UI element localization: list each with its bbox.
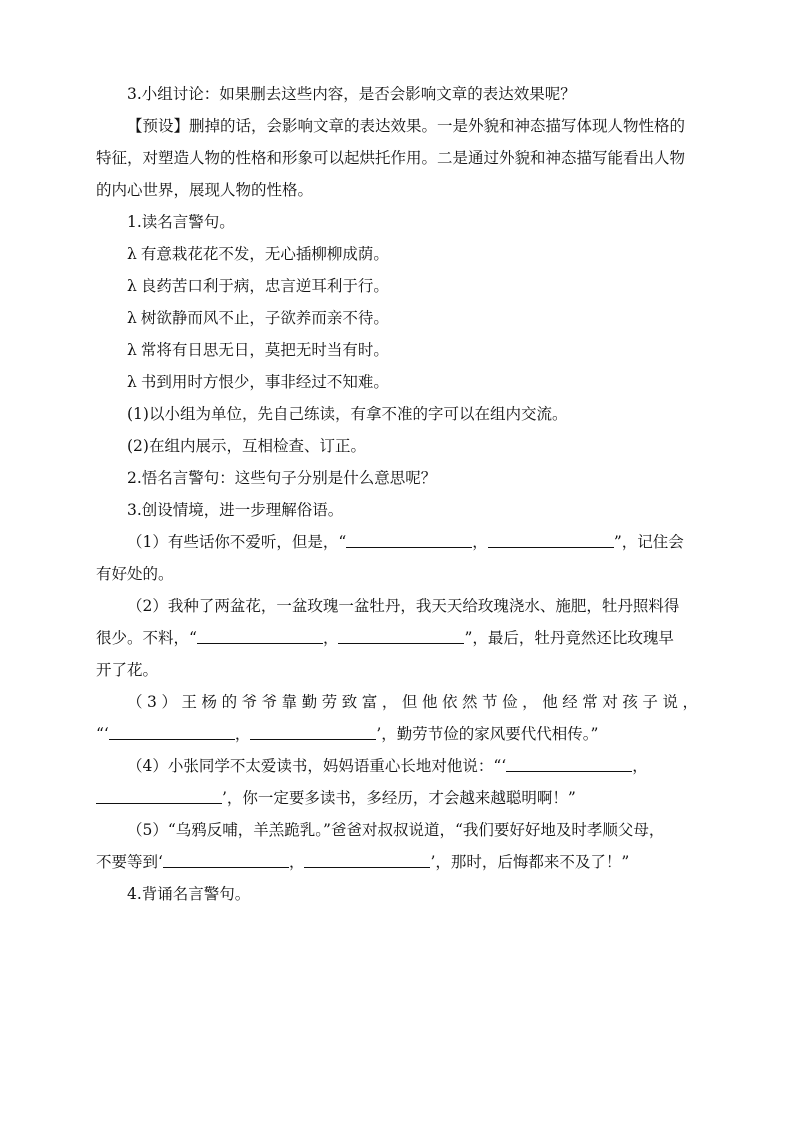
question-2-line-3: 开了花。: [96, 661, 159, 679]
read-heading: 1.读名言警句。: [127, 213, 235, 231]
proverb-text: 有意栽花花不发，无心插柳柳成荫。: [140, 245, 389, 263]
fill-blank[interactable]: [338, 627, 464, 644]
fill-blank[interactable]: [346, 531, 472, 548]
fill-blank[interactable]: [250, 723, 376, 740]
question-5-line-1: （5）“乌鸦反哺，羊羔跪乳。”爸爸对叔叔说道，“我们要好好地及时孝顺父母，: [127, 821, 665, 839]
question-4: [96, 750, 698, 814]
proverb-item: [96, 270, 698, 302]
question-3-line-1: （3）王杨的爷爷靠勤劳致富，但他依然节俭，他经常对孩子说，: [127, 693, 698, 711]
question-2: [96, 590, 698, 686]
question-2-text: 很少。不料，“: [96, 629, 197, 647]
step-1: (1)以小组为单位，先自己练读，有拿不准的字可以在组内交流。: [127, 405, 568, 423]
comma: ，: [234, 725, 251, 743]
bullet-symbol: λ: [127, 341, 137, 359]
question-1-text: ”，记住会: [613, 533, 684, 551]
question-4-text: （4）小张同学不太爱读书，妈妈语重心长地对他说：“‘: [127, 757, 507, 775]
question-3-line-2: [96, 718, 698, 750]
proverb-text: 书到用时方恨少，事非经过不知难。: [140, 373, 389, 391]
question-5-text: 不要等到‘: [96, 853, 163, 871]
fill-blank[interactable]: [96, 787, 222, 804]
question-5-line-2: [96, 846, 698, 878]
question-2-line-1: （2）我种了两盆花，一盆玫瑰一盆牡丹，我天天给玫瑰浇水、施肥，牡丹照料得: [127, 597, 680, 615]
fill-blank[interactable]: [109, 723, 235, 740]
question-1-text: （1）有些话你不爱听，但是，“: [127, 533, 347, 551]
question-5: [96, 814, 698, 878]
situation-heading: 3.创设情境，进一步理解俗语。: [127, 501, 344, 519]
proverb-item: [96, 334, 698, 366]
question-2-line-2: [96, 622, 698, 654]
recite-heading: 4.背诵名言警句。: [127, 885, 251, 903]
bullet-symbol: λ: [127, 373, 137, 391]
comma: ，: [322, 629, 339, 647]
preset-line-3: 的内心世界，展现人物的性格。: [96, 181, 314, 199]
question-5-text: ’，那时，后悔都来不及了！”: [430, 853, 630, 871]
fill-blank[interactable]: [488, 531, 614, 548]
proverb-text: 良药苦口利于病，忠言逆耳利于行。: [140, 277, 389, 295]
proverb-item: [96, 366, 698, 398]
proverb-item: [96, 238, 698, 270]
understand-heading: 2.悟名言警句：这些句子分别是什么意思呢？: [127, 469, 437, 487]
question-1-line-1: [96, 526, 698, 558]
question-3-text: ’，勤劳节俭的家风要代代相传。”: [376, 725, 599, 743]
proverb-list: [96, 238, 698, 398]
bullet-symbol: λ: [127, 309, 137, 327]
comma: ，: [632, 757, 648, 775]
question-4-line-1: [96, 750, 698, 782]
bullet-symbol: λ: [127, 245, 137, 263]
fill-blank[interactable]: [506, 755, 632, 772]
question-1-line-2: 有好处的。: [96, 565, 174, 583]
fill-blank[interactable]: [197, 627, 323, 644]
question-4-line-2: [96, 782, 698, 814]
fill-blank[interactable]: [304, 851, 430, 868]
question-2-text: ”，最后，牡丹竟然还比玫瑰早: [464, 629, 674, 647]
fill-blank[interactable]: [163, 851, 289, 868]
preset-line-2: 特征，对塑造人物的性格和形象可以起烘托作用。二是通过外貌和神态描写能看出人物: [96, 149, 686, 167]
proverb-text: 常将有日思无日，莫把无时当有时。: [140, 341, 389, 359]
question-3-text: “‘: [96, 725, 109, 743]
question-1: [96, 526, 698, 590]
discussion-question: 3.小组讨论：如果删去这些内容，是否会影响文章的表达效果呢？: [127, 85, 576, 103]
proverb-text: 树欲静而风不止，子欲养而亲不待。: [140, 309, 389, 327]
question-4-text: ’，你一定要多读书，多经历，才会越来越聪明啊！”: [222, 789, 576, 807]
proverb-item: [96, 302, 698, 334]
bullet-symbol: λ: [127, 277, 137, 295]
step-2: (2)在组内展示，互相检查、订正。: [127, 437, 366, 455]
question-3: [96, 686, 698, 750]
preset-paragraph: [96, 110, 698, 206]
comma: ，: [288, 853, 305, 871]
preset-line-1: 【预设】删掉的话，会影响文章的表达效果。一是外貌和神态描写体现人物性格的: [127, 117, 686, 135]
comma: ，: [472, 533, 488, 551]
